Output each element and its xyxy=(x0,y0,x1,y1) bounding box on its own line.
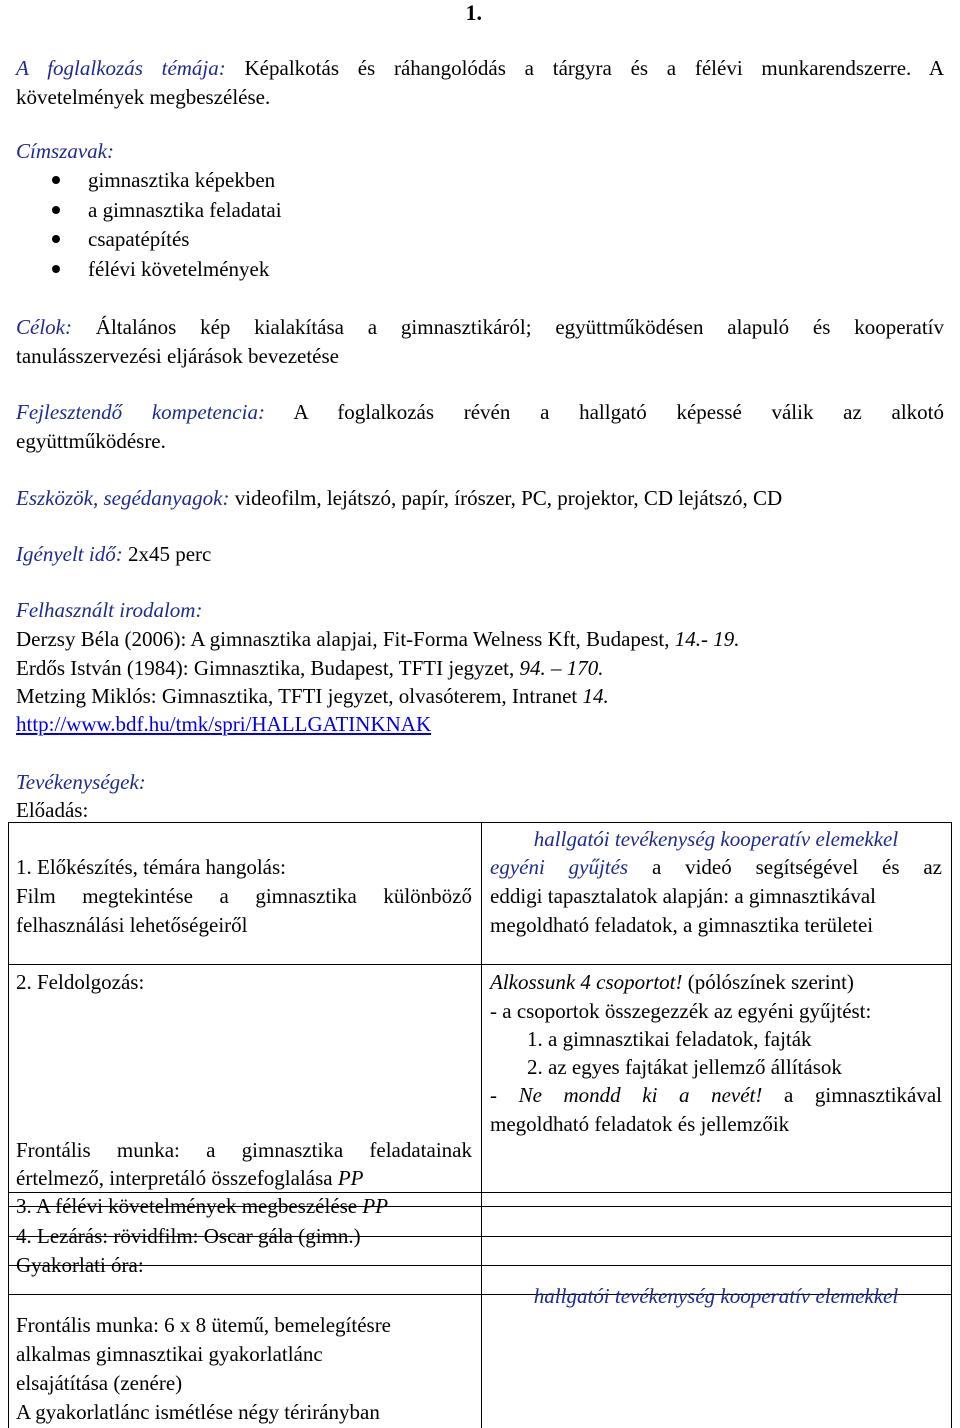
page-number: 1. xyxy=(465,0,482,25)
competence-text-1: A foglalkozás révén a hallgató képessé válik az alkotó xyxy=(293,400,945,424)
topic-line-1 xyxy=(16,54,944,83)
prep-right-2: eddigi tapasztalatok alapján: a gimnasztikával xyxy=(490,884,877,908)
proc-right-2: - a csoportok összegezzék az egyéni gyűjtést: xyxy=(490,999,872,1023)
proc-right-6: megoldható feladatok és jellemzőik xyxy=(490,1112,790,1136)
topic-label: A foglalkozás témája: xyxy=(16,56,226,80)
proc-right-3: 1. a gimnasztikai feladatok, fajták xyxy=(527,1027,812,1051)
table-row-divider xyxy=(8,964,952,965)
competence-label: Fejlesztendő kompetencia: xyxy=(16,400,265,424)
practice-line-2: alkalmas gimnasztikai gyakorlatlánc xyxy=(16,1342,323,1366)
competence-text-2: együttműködésre. xyxy=(16,429,166,453)
practice-line-4: A gyakorlatlánc ismétlése négy térirányban xyxy=(16,1400,380,1424)
lecture-label: Előadás: xyxy=(16,798,89,822)
list-item: gimnasztika képekben xyxy=(40,166,282,196)
table-header-right-2: hallgatói tevékenység kooperatív elemekkel xyxy=(533,1284,899,1308)
proc-right-4: 2. az egyes fajtákat jellemző állítások xyxy=(527,1055,842,1079)
table-border-left xyxy=(8,822,9,1428)
literature-ref-3: Metzing Miklós: Gimnasztika, TFTI jegyzet, olvasóterem, Intranet 14. xyxy=(16,684,609,708)
bullet-icon xyxy=(52,235,60,243)
list-item: a gimnasztika feladatai xyxy=(40,196,282,226)
bullet-icon xyxy=(52,206,60,214)
prep-title: 1. Előkészítés, témára hangolás: xyxy=(16,855,286,879)
practice-label: Gyakorlati óra: xyxy=(16,1253,144,1277)
literature-link-text[interactable]: http://www.bdf.hu/tmk/spri/HALLGATINKNAK xyxy=(16,712,432,736)
prep-line-2: felhasználási lehetőségeiről xyxy=(16,913,248,937)
activities-label: Tevékenységek: xyxy=(16,770,146,794)
proc-right-1: Alkossunk 4 csoportot! (pólószínek szerint) xyxy=(490,970,854,994)
literature-ref-1: Derzsy Béla (2006): A gimnasztika alapjai, Fit-Forma Welness Kft, Budapest, 14.- 19. xyxy=(16,627,740,651)
keywords-label: Címszavak: xyxy=(16,139,114,163)
prep-line-1: Film megtekintése a gimnasztika különböző xyxy=(16,884,472,908)
competence-line-1 xyxy=(16,398,944,427)
table-border-top xyxy=(8,822,952,823)
bullet-icon xyxy=(52,176,60,184)
table-border-right xyxy=(951,822,952,1428)
list-item: félévi követelmények xyxy=(40,255,282,285)
time-text: 2x45 perc xyxy=(127,542,212,566)
table-header-right: hallgatói tevékenység kooperatív elemekkel xyxy=(533,827,899,851)
literature-link[interactable] xyxy=(16,710,431,739)
practice-line-3: elsajátítása (zenére) xyxy=(16,1371,183,1395)
time-line xyxy=(16,540,944,569)
literature-ref-2: Erdős István (1984): Gimnasztika, Budapest, TFTI jegyzet, 94. – 170. xyxy=(16,656,604,680)
proc-title: 2. Feldolgozás: xyxy=(16,970,145,994)
tools-text: videofilm, lejátszó, papír, írószer, PC, projektor, CD lejátszó, CD xyxy=(234,486,783,510)
goals-text-1: Általános kép kialakítása a gimnasztikáról; együttműködésen alapuló és kooperatív xyxy=(95,315,944,339)
tools-line xyxy=(16,484,944,513)
literature-label: Felhasznált irodalom: xyxy=(16,598,203,622)
prep-right-1: egyéni gyűjtés a videó segítségével és az xyxy=(490,855,942,879)
requirements-row: 3. A félévi követelmények megbeszélése PP xyxy=(16,1194,389,1218)
time-label: Igényelt idő: xyxy=(16,542,123,566)
keywords-list xyxy=(40,166,282,284)
topic-text-2: követelmények megbeszélése. xyxy=(16,85,271,109)
bullet-icon xyxy=(52,265,60,273)
frontal-line-2: értelmező, interpretáló összefoglalása PP xyxy=(16,1166,364,1190)
goals-label: Célok: xyxy=(16,315,72,339)
topic-text-1: Képalkotás és ráhangolódás a tárgyra és a félévi munkarendszerre. A xyxy=(244,56,945,80)
tools-label: Eszközök, segédanyagok: xyxy=(16,486,230,510)
activities-table xyxy=(8,822,952,1428)
frontal-line-1: Frontális munka: a gimnasztika feladatainak xyxy=(16,1138,472,1162)
list-item: csapatépítés xyxy=(40,225,282,255)
closing-row: 4. Lezárás: rövidfilm: Oscar gála (gimn.) xyxy=(16,1224,361,1248)
proc-right-5: - Ne mondd ki a nevét! a gimnasztikával xyxy=(490,1083,943,1107)
goals-text-2: tanulásszervezési eljárások bevezetése xyxy=(16,344,339,368)
prep-right-3: megoldható feladatok, a gimnasztika területei xyxy=(490,913,874,937)
practice-line-1: Frontális munka: 6 x 8 ütemű, bemelegítésre xyxy=(16,1313,392,1337)
table-column-divider xyxy=(481,822,482,1428)
goals-line-1 xyxy=(16,313,944,342)
